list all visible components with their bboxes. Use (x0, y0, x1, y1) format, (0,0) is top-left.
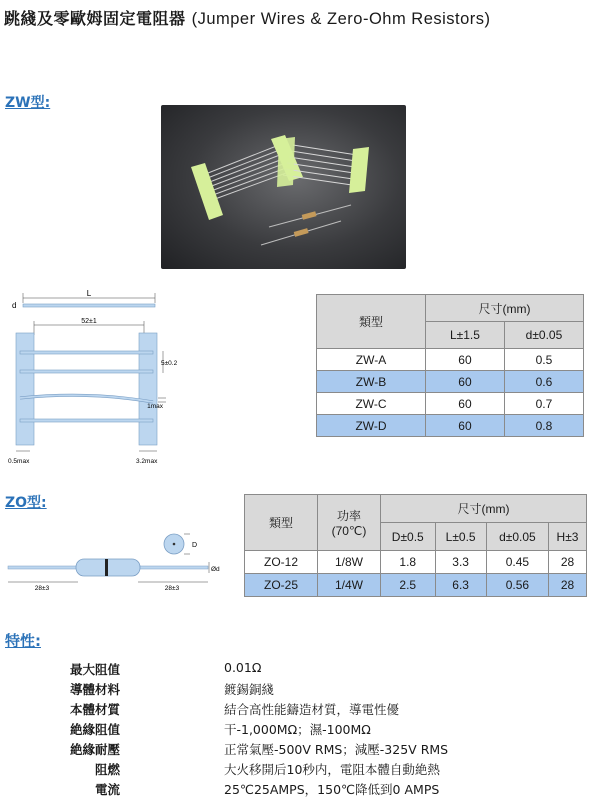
cell-power: 1/8W (318, 551, 381, 574)
zo-power-sub: (70℃) (331, 524, 367, 538)
jumper-wires-photo (161, 105, 406, 269)
table-row (317, 393, 584, 415)
properties-heading: 特性: (5, 632, 41, 650)
cell-type: ZW-D (317, 415, 426, 437)
prop-key: 導體材料 (69, 682, 120, 697)
table-row (317, 349, 584, 371)
cell-L: 60 (426, 393, 505, 415)
dim-span: 52±1 (81, 318, 97, 325)
dim-L: L (86, 289, 92, 298)
title-en: (Jumper Wires & Zero-Ohm Resistors) (191, 10, 491, 28)
cell-d: 0.7 (504, 393, 583, 415)
cell-d: 0.6 (504, 371, 583, 393)
prop-value: 25℃25AMPS，150℃降低到0 AMPS (224, 782, 440, 797)
dim-pitch: 5±0.2 (161, 360, 178, 367)
zo-heading: ZO型: (5, 495, 47, 511)
cell-power: 1/4W (318, 574, 381, 597)
cell-type: ZO-25 (245, 574, 318, 597)
table-row (317, 371, 584, 393)
cell-H: 28 (549, 574, 587, 597)
prop-value: 0.01Ω (224, 660, 262, 675)
cell-d: 0.5 (504, 349, 583, 371)
zo-col-d: d±0.05 (486, 523, 548, 551)
prop-key: 本體材質 (69, 702, 120, 717)
zo-dimension-diagram (4, 528, 224, 598)
cell-d: 0.45 (486, 551, 548, 574)
cell-H: 28 (549, 551, 587, 574)
dim-d: d (12, 301, 17, 310)
prop-value: 鍍錫銅綫 (224, 682, 275, 697)
cell-L: 60 (426, 371, 505, 393)
dim-lead-left: 28±3 (34, 585, 50, 592)
dim-D: D (192, 542, 198, 549)
zw-dim-header: 尺寸(mm) (426, 295, 584, 322)
cell-L: 6.3 (435, 574, 486, 597)
zo-power-header (318, 495, 381, 551)
zo-power-label: 功率 (336, 509, 361, 523)
zo-spec-table (244, 494, 587, 597)
prop-value: 干-1,000MΩ；濕-100MΩ (224, 722, 371, 737)
dim-lead-d: Ød (211, 566, 220, 573)
cell-L: 3.3 (435, 551, 486, 574)
title-zh: 跳綫及零歐姆固定電阻器 (4, 9, 186, 28)
prop-key: 最大阻值 (69, 662, 120, 677)
zo-col-L: L±0.5 (435, 523, 486, 551)
table-row (245, 574, 587, 597)
table-row (317, 415, 584, 437)
zw-dimension-diagram (8, 285, 178, 475)
cell-type: ZW-A (317, 349, 426, 371)
dim-lead-right: 28±3 (164, 585, 180, 592)
product-photo (161, 105, 406, 269)
prop-key: 絶緣阻值 (69, 722, 120, 737)
cell-D: 1.8 (381, 551, 436, 574)
prop-value: 結合高性能鑄造材質，導電性優 (224, 702, 400, 717)
zw-spec-table (316, 294, 584, 437)
cell-D: 2.5 (381, 574, 436, 597)
prop-key: 阻燃 (94, 762, 120, 777)
zo-col-H: H±3 (549, 523, 587, 551)
cell-type: ZW-B (317, 371, 426, 393)
prop-key: 絶緣耐壓 (69, 742, 120, 757)
cell-d: 0.56 (486, 574, 548, 597)
dim-left: 0.5max (8, 458, 30, 465)
zo-col-D: D±0.5 (381, 523, 436, 551)
cell-L: 60 (426, 349, 505, 371)
zo-type-header: 類型 (245, 495, 318, 551)
prop-key: 電流 (94, 782, 120, 797)
cell-type: ZW-C (317, 393, 426, 415)
zw-col-d: d±0.05 (504, 322, 583, 349)
page-title (4, 6, 491, 29)
zw-heading: ZW型: (5, 95, 51, 111)
zo-dim-header: 尺寸(mm) (381, 495, 587, 523)
dim-right: 3.2max (136, 458, 158, 465)
prop-value: 正常氣壓-500V RMS；減壓-325V RMS (224, 742, 449, 757)
table-row (245, 551, 587, 574)
dim-bend: 1max (147, 403, 163, 410)
zw-col-L: L±1.5 (426, 322, 505, 349)
cell-d: 0.8 (504, 415, 583, 437)
cell-type: ZO-12 (245, 551, 318, 574)
prop-value: 大火移開后10秒内，電阻本體自動絶熱 (224, 762, 440, 777)
cell-L: 60 (426, 415, 505, 437)
zw-type-header: 類型 (317, 295, 426, 349)
